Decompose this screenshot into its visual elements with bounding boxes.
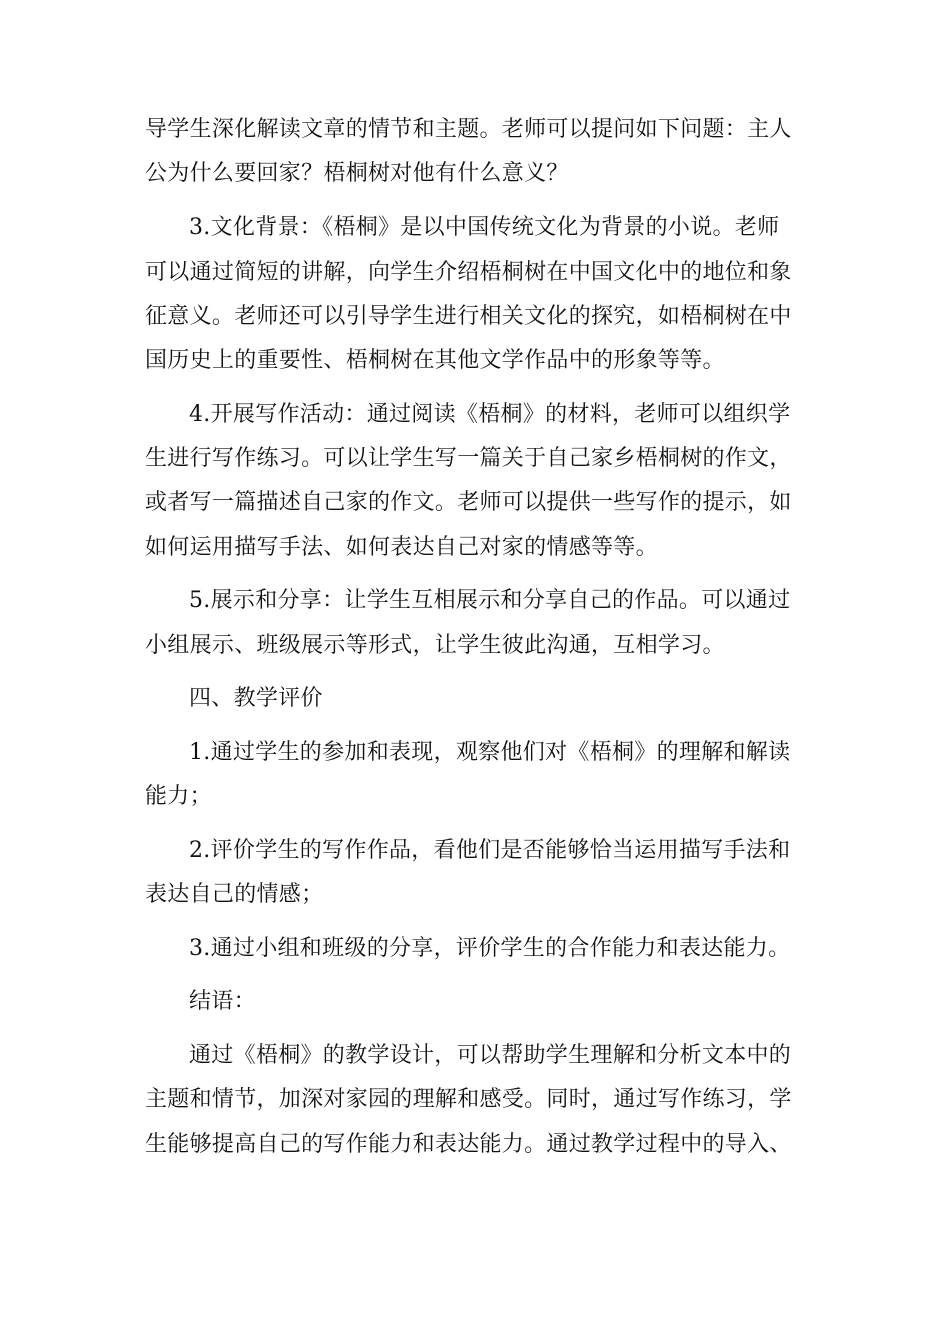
text-line: 小组展示、班级展示等形式，让学生彼此沟通，互相学习。: [145, 633, 725, 658]
section-heading: 四、教学评价: [189, 686, 323, 711]
text-line: 公为什么要回家？梧桐树对他有什么意义？: [145, 161, 569, 186]
text-line: 3.文化背景：《梧桐》是以中国传统文化为背景的小说。老师: [189, 215, 780, 240]
text-line: 5.展示和分享：让学生互相展示和分享自己的作品。可以通过: [189, 588, 791, 613]
text-line: 生进行写作练习。可以让学生写一篇关于自己家乡梧桐树的作文，: [145, 446, 792, 471]
text-line: 2.评价学生的写作作品，看他们是否能够恰当运用描写手法和: [189, 838, 791, 863]
text-line: 4.开展写作活动：通过阅读《梧桐》的材料，老师可以组织学: [189, 402, 791, 427]
text-line: 表达自己的情感；: [145, 882, 324, 907]
text-line: 能力；: [145, 784, 212, 809]
text-line: 通过《梧桐》的教学设计，可以帮助学生理解和分析文本中的: [189, 1043, 792, 1068]
text-line: 生能够提高自己的写作能力和表达能力。通过教学过程中的导入、: [145, 1132, 792, 1157]
text-line: 国历史上的重要性、梧桐树在其他文学作品中的形象等等。: [145, 348, 725, 373]
text-line: 可以通过简短的讲解，向学生介绍梧桐树在中国文化中的地位和象: [145, 260, 792, 285]
text-line: 主题和情节，加深对家园的理解和感受。同时，通过写作练习，学: [145, 1087, 792, 1112]
text-line: 征意义。老师还可以引导学生进行相关文化的探究，如梧桐树在中: [145, 304, 792, 329]
text-line: 或者写一篇描述自己家的作文。老师可以提供一些写作的提示，如: [145, 490, 792, 515]
text-line: 3.通过小组和班级的分享，评价学生的合作能力和表达能力。: [189, 936, 791, 961]
text-line: 导学生深化解读文章的情节和主题。老师可以提问如下问题：主人: [145, 117, 792, 142]
section-heading: 结语：: [189, 989, 256, 1014]
text-line: 1.通过学生的参加和表现，观察他们对《梧桐》的理解和解读: [189, 740, 791, 765]
text-line: 如何运用描写手法、如何表达自己对家的情感等等。: [145, 535, 658, 560]
